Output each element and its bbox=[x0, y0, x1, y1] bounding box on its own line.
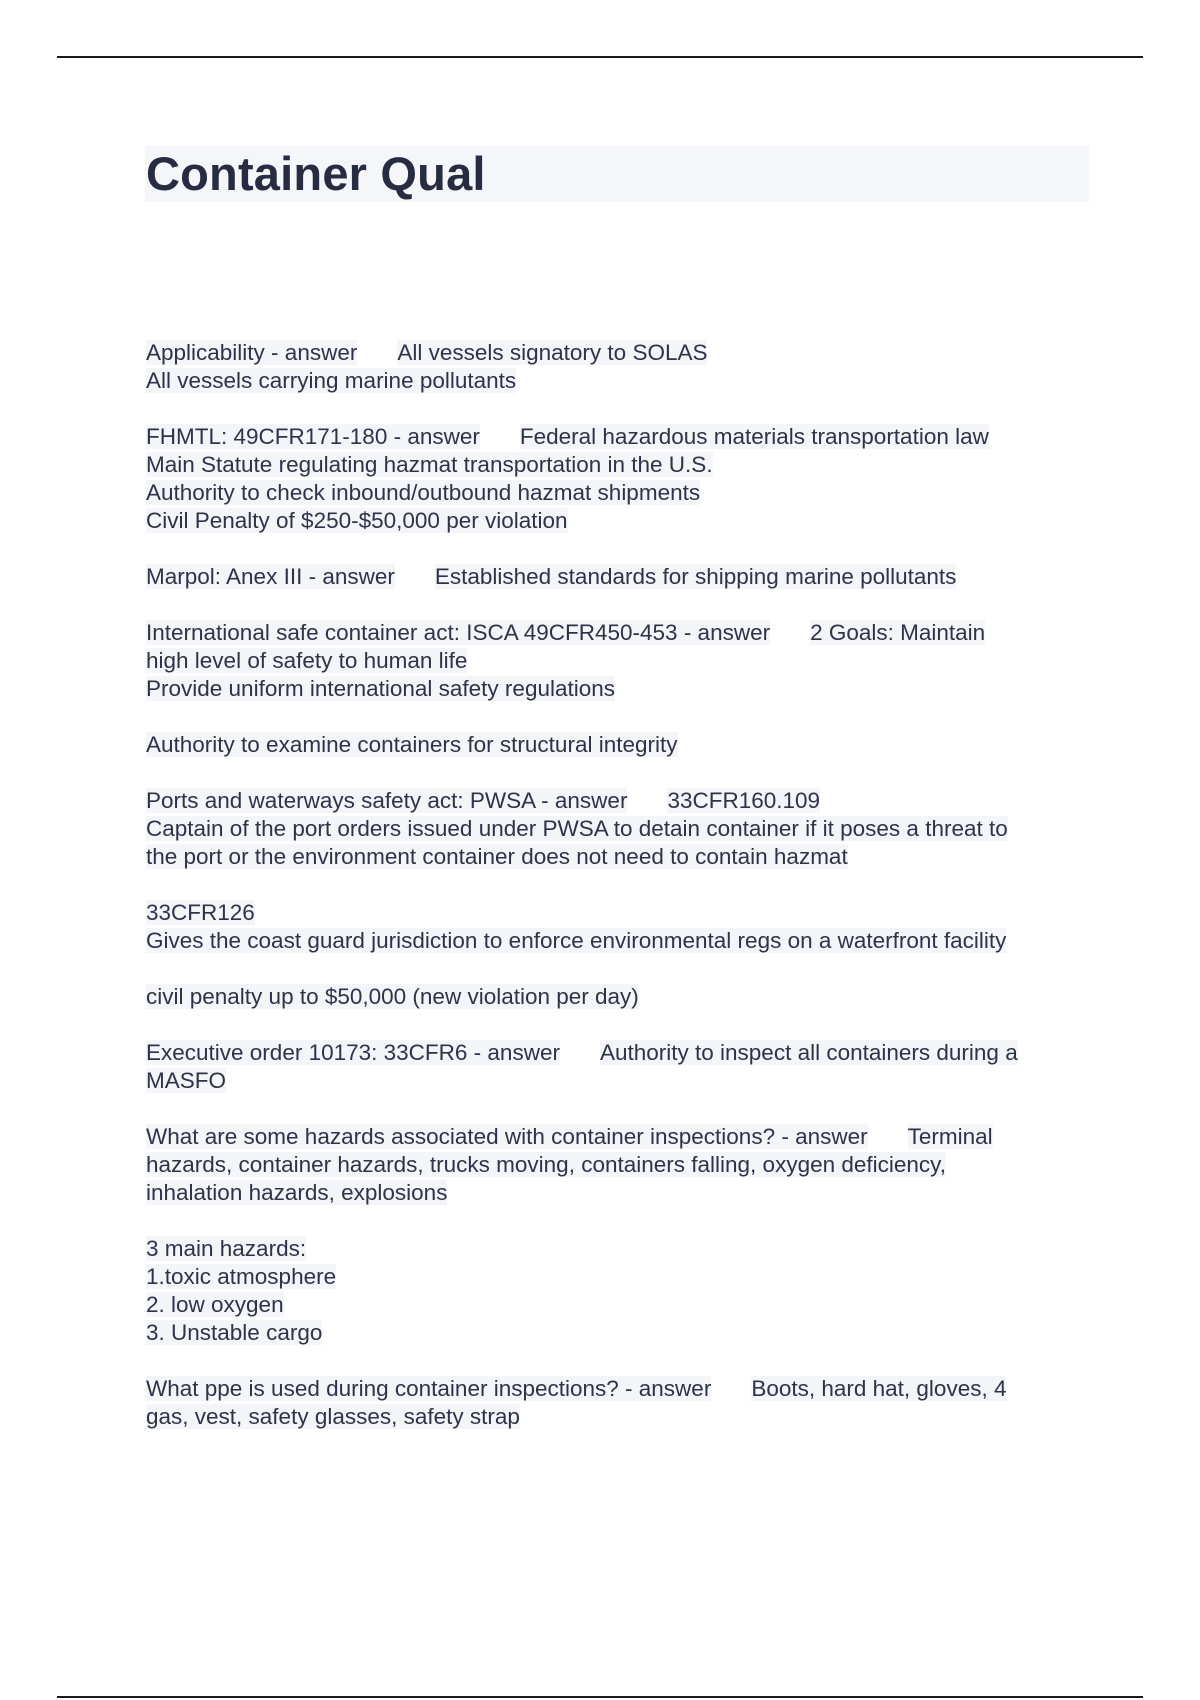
answer-text: Established standards for shipping marine pollutants bbox=[434, 564, 957, 589]
answer-text: 33CFR160.109 bbox=[667, 788, 821, 813]
line-text: Authority to check inbound/outbound hazmat shipments bbox=[146, 480, 701, 505]
qa-entry bbox=[146, 423, 1090, 535]
qa-line bbox=[146, 731, 1090, 759]
qa-line bbox=[146, 1291, 1090, 1319]
qa-line bbox=[146, 647, 1090, 675]
line-text: 33CFR126 bbox=[146, 900, 255, 925]
line-text: MASFO bbox=[146, 1068, 227, 1093]
line-text: Authority to examine containers for structural integrity bbox=[146, 732, 678, 757]
qa-line bbox=[146, 367, 1090, 395]
qa-entry bbox=[146, 619, 1090, 703]
qa-line bbox=[146, 1039, 1090, 1067]
line-text: FHMTL: 49CFR171-180 - answer bbox=[146, 424, 480, 449]
qa-line bbox=[146, 983, 1090, 1011]
line-text: high level of safety to human life bbox=[146, 648, 468, 673]
qa-line bbox=[146, 1123, 1090, 1151]
top-rule bbox=[57, 56, 1143, 58]
qa-line bbox=[146, 1403, 1090, 1431]
answer-text: Authority to inspect all containers during a bbox=[599, 1040, 1018, 1065]
answer-text: Federal hazardous materials transportation law bbox=[519, 424, 989, 449]
line-text: 1.toxic atmosphere bbox=[146, 1264, 337, 1289]
qa-line bbox=[146, 451, 1090, 479]
line-text: 3. Unstable cargo bbox=[146, 1320, 323, 1345]
qa-line bbox=[146, 1067, 1090, 1095]
qa-entry bbox=[146, 1123, 1090, 1207]
page-title: Container Qual bbox=[146, 147, 486, 200]
line-text: What are some hazards associated with container inspections? - answer bbox=[146, 1124, 868, 1149]
qa-line bbox=[146, 339, 1090, 367]
qa-entry bbox=[146, 339, 1090, 395]
line-text: Civil Penalty of $250-$50,000 per violation bbox=[146, 508, 568, 533]
line-text: Ports and waterways safety act: PWSA - answer bbox=[146, 788, 628, 813]
line-text: Executive order 10173: 33CFR6 - answer bbox=[146, 1040, 560, 1065]
qa-entry bbox=[146, 1375, 1090, 1431]
qa-line bbox=[146, 479, 1090, 507]
line-text: hazards, container hazards, trucks moving, containers falling, oxygen deficiency, bbox=[146, 1152, 946, 1177]
line-text: All vessels carrying marine pollutants bbox=[146, 368, 517, 393]
line-text: Captain of the port orders issued under PWSA to detain container if it poses a threat to bbox=[146, 816, 1008, 841]
line-text: International safe container act: ISCA 49CFR450-453 - answer bbox=[146, 620, 771, 645]
qa-line bbox=[146, 1235, 1090, 1263]
qa-line bbox=[146, 787, 1090, 815]
qa-line bbox=[146, 1375, 1090, 1403]
line-text: Gives the coast guard jurisdiction to enforce environmental regs on a waterfront facility bbox=[146, 928, 1007, 953]
answer-text: Boots, hard hat, gloves, 4 bbox=[751, 1376, 1007, 1401]
answer-text: 2 Goals: Maintain bbox=[810, 620, 986, 645]
line-text: civil penalty up to $50,000 (new violation per day) bbox=[146, 984, 639, 1009]
line-text: What ppe is used during container inspections? - answer bbox=[146, 1376, 712, 1401]
line-text: gas, vest, safety glasses, safety strap bbox=[146, 1404, 520, 1429]
qa-line bbox=[146, 675, 1090, 703]
qa-line bbox=[146, 1179, 1090, 1207]
qa-line bbox=[146, 815, 1090, 843]
qa-entry bbox=[146, 983, 1090, 1011]
line-text: inhalation hazards, explosions bbox=[146, 1180, 448, 1205]
qa-line bbox=[146, 507, 1090, 535]
qa-entry bbox=[146, 899, 1090, 955]
qa-entry bbox=[146, 1039, 1090, 1095]
qa-line bbox=[146, 423, 1090, 451]
qa-content bbox=[146, 339, 1090, 1459]
qa-line bbox=[146, 1263, 1090, 1291]
qa-line bbox=[146, 619, 1090, 647]
qa-entry bbox=[146, 731, 1090, 759]
line-text: Marpol: Anex III - answer bbox=[146, 564, 395, 589]
qa-line bbox=[146, 1319, 1090, 1347]
qa-line bbox=[146, 927, 1090, 955]
qa-line bbox=[146, 899, 1090, 927]
qa-entry bbox=[146, 563, 1090, 591]
line-text: Applicability - answer bbox=[146, 340, 358, 365]
answer-text: Terminal bbox=[907, 1124, 993, 1149]
line-text: the port or the environment container does not need to contain hazmat bbox=[146, 844, 848, 869]
qa-line bbox=[146, 1151, 1090, 1179]
answer-text: All vessels signatory to SOLAS bbox=[397, 340, 708, 365]
line-text: Main Statute regulating hazmat transportation in the U.S. bbox=[146, 452, 713, 477]
bottom-rule bbox=[57, 1696, 1143, 1698]
line-text: 2. low oxygen bbox=[146, 1292, 284, 1317]
line-text: 3 main hazards: bbox=[146, 1236, 307, 1261]
line-text: Provide uniform international safety regulations bbox=[146, 676, 616, 701]
qa-line bbox=[146, 563, 1090, 591]
qa-entry bbox=[146, 787, 1090, 871]
qa-entry bbox=[146, 1235, 1090, 1347]
qa-line bbox=[146, 843, 1090, 871]
